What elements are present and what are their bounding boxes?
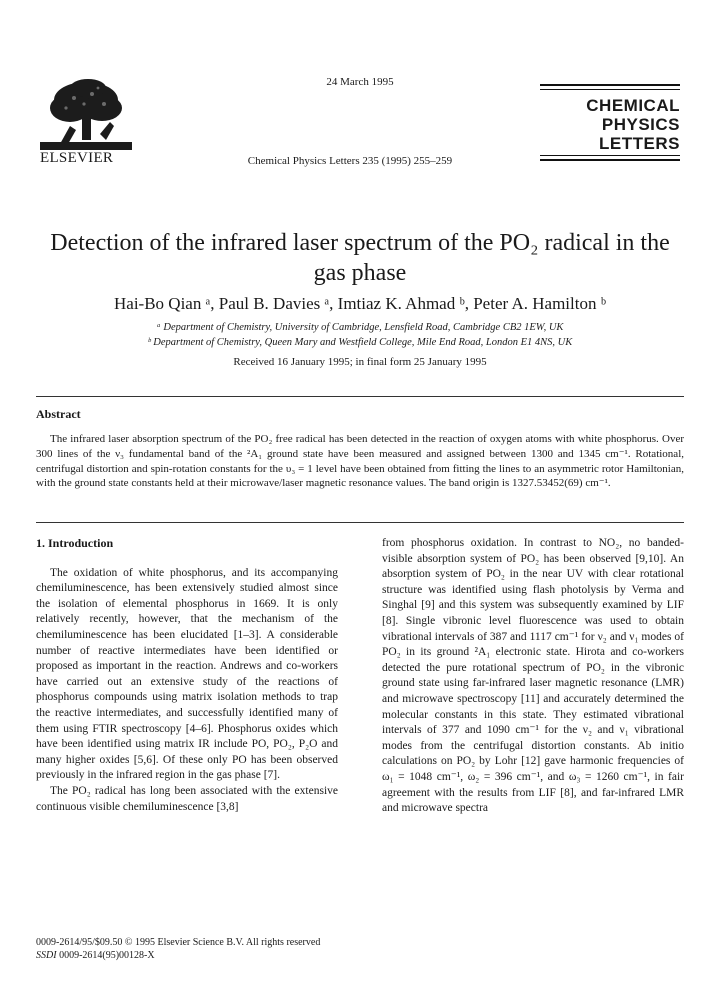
journal-title-line-1: CHEMICAL: [586, 96, 680, 115]
abstract-heading: Abstract: [36, 407, 81, 421]
copyright-line: 0009-2614/95/$09.50 © 1995 Elsevier Science B.V. All rights reserved: [36, 937, 321, 948]
received-dates: Received 16 January 1995; in final form 25 January 1995: [233, 356, 487, 368]
affiliation-b: ᵇ Department of Chemistry, Queen Mary and Westfield College, Mile End Road, London E1 4NS, UK: [147, 337, 573, 348]
abstract-rule-top: [36, 396, 684, 397]
footer: [36, 936, 456, 962]
abstract-rule-bottom: [36, 522, 684, 523]
body-paragraph: The PO₂ radical has long been associated with the extensive continuous visible chemiluminescence [3,8]: [36, 784, 338, 813]
issue-date: 24 March 1995: [326, 76, 394, 88]
ssdi-label: SSDI: [36, 950, 57, 961]
affiliation-a: ᵃ Department of Chemistry, University of Cambridge, Lensfield Road, Cambridge CB2 1EW, UK: [156, 322, 564, 333]
journal-rule-top: [540, 84, 680, 86]
body-paragraph-continued: from phosphorus oxidation. In contrast to NO₂, no banded-visible absorption system of PO₂ has been observed [9,10]. An absorption system of PO₂ in the near UV with clear rotational structure was identified using flash photolysis by Verma and Singhal [9] and this system was subsequently examined by LIF [8]. Single vibronic level fluorescence was used to obtain vibrational intervals of 387 and 1117 cm⁻¹ for ν₂ and ν₁ modes of PO₂ in its ground ²A₁ electronic state. Hirota and co-workers detected the pure rotational spectrum of PO₂ in the vibronic ground state using far-infrared laser magnetic resonance (LMR) and microwave spectroscopy [11] and accurately determined the molecular constants in this state. They estimated vibrational intervals of 377 and 1090 cm⁻¹ for the ν₂ and ν₁ vibrational modes from the centrifugal distortion constants. Ab initio calculations on PO₂ by Lohr [12] gave harmonic frequencies of ω₁ = 1048 cm⁻¹, ω₂ = 396 cm⁻¹, and ω₃ = 1260 cm⁻¹, in fair agreement with the results from LIF [8], and far-infrared LMR and microwave spectra: [382, 537, 684, 815]
section-heading-introduction: 1. Introduction: [36, 536, 114, 550]
journal-title-line-3: LETTERS: [599, 134, 680, 153]
journal-rule-bottom-thin: [540, 155, 680, 156]
publisher-name: ELSEVIER: [40, 150, 114, 166]
body-column-left: [36, 536, 338, 815]
ssdi-number: 0009-2614(95)00128-X: [59, 950, 155, 961]
article-title: Detection of the infrared laser spectrum of the PO₂ radical in the gas phase: [50, 230, 670, 286]
journal-rule-bottom: [540, 159, 680, 161]
body-column-right: [382, 536, 684, 817]
journal-citation: Chemical Physics Letters 235 (1995) 255–259: [247, 155, 453, 167]
elsevier-tree-logo: [40, 78, 132, 150]
author-list: Hai-Bo Qian ᵃ, Paul B. Davies ᵃ, Imtiaz K. Ahmad ᵇ, Peter A. Hamilton ᵇ: [114, 294, 606, 313]
abstract-text: The infrared laser absorption spectrum of the PO₂ free radical has been detected in the reaction of oxygen atoms with white phosphorus. Over 300 lines of the ν₃ fundamental band of the ²A₁ ground state have been measured and assigned between 1300 and 1345 cm⁻¹. Rotational, centrifugal distortion and spin-rotation constants for the υ₃ = 1 level have been obtained from fitting the lines to an asymmetric rotor Hamiltonian, with the ground state constants held at their microwave/laser magnetic resonance values. The band origin is 1327.53452(69) cm⁻¹.: [36, 433, 684, 490]
journal-rule-top-thin: [540, 89, 680, 90]
body-paragraph: The oxidation of white phosphorus, and its accompanying chemiluminescence, has been extensively studied almost since the isolation of elemental phosphorus in 1669. It is only relatively recently, however, that the mechanism of the chemiluminescence has been elucidated [1–3]. A considerable number of reactive intermediates have been identified or proposed as important in the reaction. Andrews and co-workers have carried out an extensive study of the reactions of phosphorus compounds using matrix isolation methods to trap the reactive intermediates, and successfully identified many of them using FTIR spectroscopy [4–6]. Phosphorus oxides which have been identified using matrix IR include PO, PO₂, P₂O and many higher oxides [5,6]. Of these only PO has been observed previously in the infrared region in the gas phase [7].: [36, 566, 338, 782]
journal-title-line-2: PHYSICS: [601, 115, 680, 134]
